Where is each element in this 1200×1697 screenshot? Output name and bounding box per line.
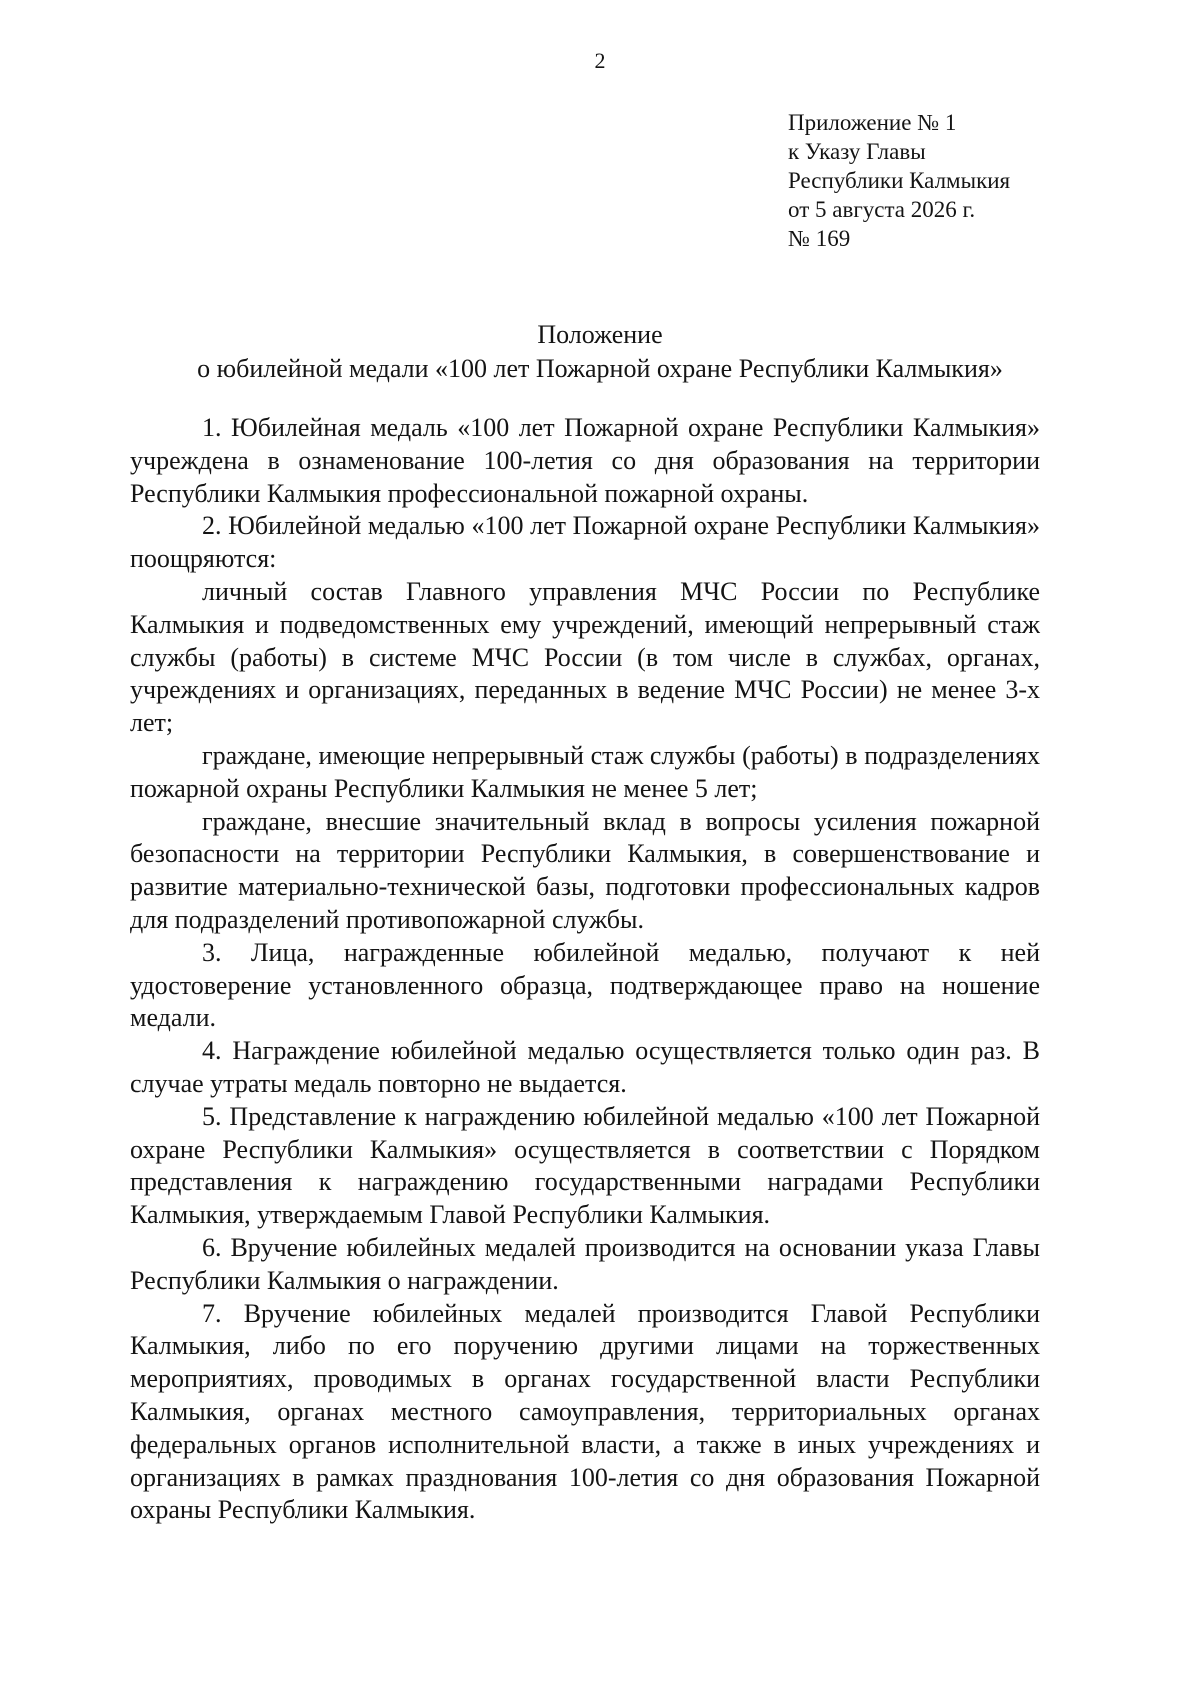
document-title — [0, 318, 1200, 386]
paragraph-2: 2. Юбилейной медалью «100 лет Пожарной охране Республики Калмыкия» поощряются: — [130, 511, 1040, 574]
title-subheading: о юбилейной медали «100 лет Пожарной охране Республики Калмыкия» — [197, 354, 1003, 383]
paragraph-6: 6. Вручение юбилейных медалей производится на основании указа Главы Республики Калмыкия о награждении. — [130, 1232, 1040, 1295]
paragraph-5: 5. Представление к награждению юбилейной медалью «100 лет Пожарной охране Республики Калмыкия» осуществляется в соответствии с Порядком представления к награждению государственными наградами Республики Калмыкия, утверждаемым Главой Республики Калмыкия. — [130, 1101, 1040, 1230]
paragraph-7: 7. Вручение юбилейных медалей производится Главой Республики Калмыкия, либо по его поручению другими лицами на торжественных мероприятиях, проводимых в органах государственной власти Республики Калмыкия, органах местного самоуправления, территориальных органах федеральных органов исполнительной власти, а также в иных учреждениях и организациях в рамках празднования 100-летия со дня образования Пожарной охраны Республики Калмыкия. — [130, 1298, 1040, 1525]
appendix-line: № 169 — [788, 226, 851, 251]
appendix-line: от 5 августа 2026 г. — [788, 197, 976, 222]
paragraph-3: 3. Лица, награжденные юбилейной медалью, получают к ней удостоверение установленного образца, подтверждающее право на ношение медали. — [130, 937, 1040, 1033]
page-number: 2 — [594, 48, 606, 73]
appendix-line: Приложение № 1 — [788, 110, 957, 135]
paragraph-2-item-staff: личный состав Главного управления МЧС России по Республике Калмыкия и подведомственных ему учреждений, имеющий непрерывный стаж службы (работы) в системе МЧС России (в том числе в службах, органах, учреждениях и организациях, переданных в ведение МЧС России) не менее 3-х лет; — [130, 576, 1040, 738]
paragraph-1: 1. Юбилейная медаль «100 лет Пожарной охране Республики Калмыкия» учреждена в ознаменование 100-летия со дня образования на территории Республики Калмыкия профессиональной пожарной охраны. — [130, 413, 1040, 508]
paragraph-2-item-citizens-contribution: граждане, внесшие значительный вклад в вопросы усиления пожарной безопасности на территории Республики Калмыкия, в совершенствование и развитие материально-технической базы, подготовки профессиональных кадров для подразделений противопожарной службы. — [130, 806, 1040, 934]
title-heading: Положение — [537, 320, 663, 349]
appendix-line: к Указу Главы — [788, 139, 926, 164]
paragraph-4: 4. Награждение юбилейной медалью осуществляется только один раз. В случае утраты медаль повторно не выдается. — [130, 1036, 1040, 1098]
document-body — [130, 412, 1040, 1527]
appendix-line: Республики Калмыкия — [788, 168, 1011, 193]
appendix-reference — [788, 108, 1010, 253]
paragraph-2-item-citizens-service: граждане, имеющие непрерывный стаж службы (работы) в подразделениях пожарной охраны Республики Калмыкия не менее 5 лет; — [130, 740, 1040, 803]
